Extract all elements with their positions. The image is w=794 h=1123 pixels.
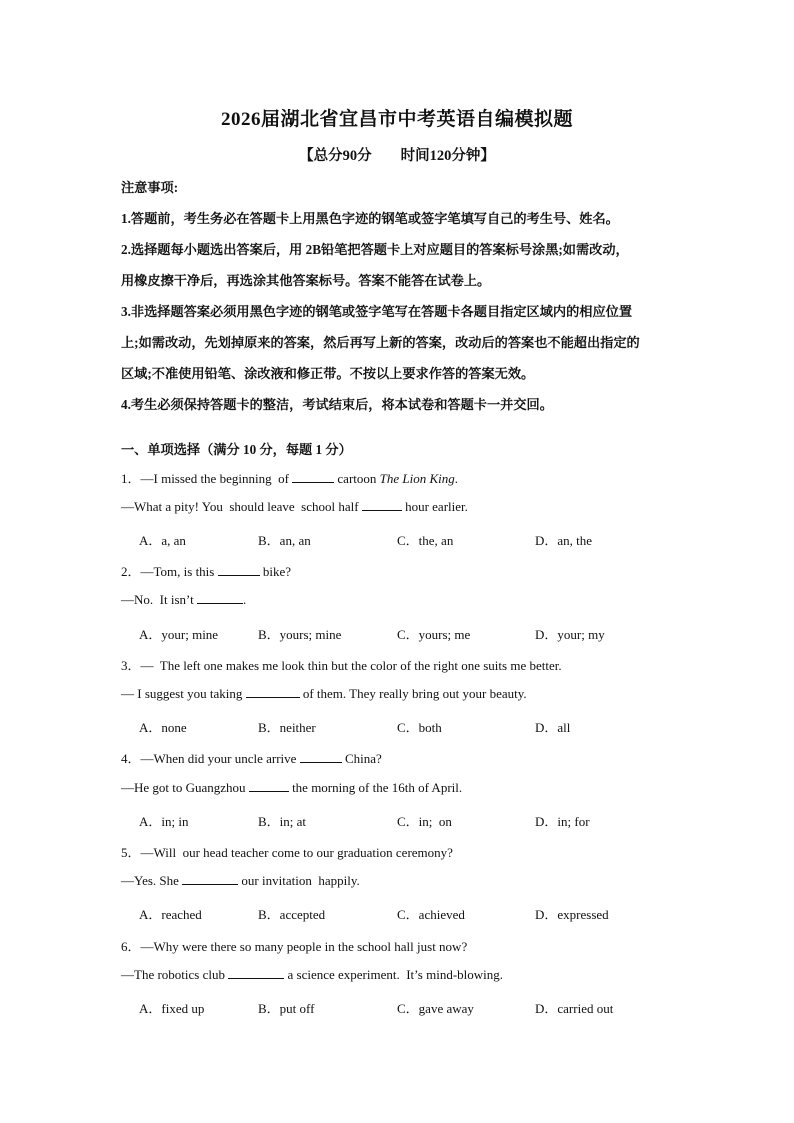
option-b: B．in; at bbox=[258, 814, 307, 829]
question-4-response: —He got to Guangzhou the morning of the 16th of April. bbox=[121, 780, 463, 795]
option-c: C．both bbox=[397, 720, 442, 735]
option-d: D．your; my bbox=[535, 627, 605, 642]
notice-item: 用橡皮擦干净后，再选涂其他答案标号。答案不能答在试卷上。 bbox=[121, 273, 491, 288]
page-title: 2026届湖北省宜昌市中考英语自编模拟题 bbox=[220, 109, 573, 130]
notice-item: 区域;不准使用铅笔、涂改液和修正带。不按以上要求作答的答案无效。 bbox=[121, 366, 535, 381]
answer-blank bbox=[197, 592, 243, 604]
exam-subtitle: 【总分90分 时间120分钟】 bbox=[299, 148, 495, 164]
section-heading: 一、单项选择（满分 10 分，每题 1 分） bbox=[121, 442, 352, 457]
notice-item: 上;如需改动，先划掉原来的答案，然后再写上新的答案，改动后的答案也不能超出指定的 bbox=[121, 335, 640, 350]
answer-blank bbox=[218, 564, 260, 576]
question-4: 4．—When did your uncle arrive China? bbox=[121, 751, 382, 766]
option-c: C．in; on bbox=[397, 814, 452, 829]
option-b: B．an, an bbox=[258, 533, 311, 548]
answer-blank bbox=[246, 686, 300, 698]
option-d: D．all bbox=[535, 720, 571, 735]
option-a: A．reached bbox=[139, 907, 202, 922]
question-5-response: —Yes. She our invitation happily. bbox=[121, 873, 360, 888]
answer-blank bbox=[292, 471, 334, 483]
option-d: D．in; for bbox=[535, 814, 590, 829]
option-b: B．yours; mine bbox=[258, 627, 342, 642]
question-3-response: — I suggest you taking of them. They really bring out your beauty. bbox=[121, 686, 527, 701]
question-1-response: —What a pity! You should leave school half hour earlier. bbox=[121, 499, 468, 514]
question-2-response: —No. It isn’t . bbox=[121, 592, 247, 607]
answer-blank bbox=[228, 967, 284, 979]
answer-blank bbox=[249, 780, 289, 792]
option-b: B．neither bbox=[258, 720, 316, 735]
question-6: 6．—Why were there so many people in the school hall just now? bbox=[121, 939, 468, 954]
notice-item: 2.选择题每小题选出答案后，用 2B铅笔把答题卡上对应题目的答案标号涂黑;如需改动， bbox=[121, 242, 629, 257]
question-1: 1．—I missed the beginning of cartoon The Lion King. bbox=[121, 471, 459, 486]
option-b: B．put off bbox=[258, 1001, 315, 1016]
question-5: 5．—Will our head teacher come to our graduation ceremony? bbox=[121, 845, 453, 860]
answer-blank bbox=[362, 499, 402, 511]
option-b: B．accepted bbox=[258, 907, 326, 922]
notice-block bbox=[121, 172, 681, 420]
option-c: C．achieved bbox=[397, 907, 465, 922]
notice-heading: 注意事项: bbox=[121, 180, 179, 195]
option-c: C．yours; me bbox=[397, 627, 471, 642]
option-a: A．fixed up bbox=[139, 1001, 205, 1016]
notice-item: 4.考生必须保持答题卡的整洁，考试结束后，将本试卷和答题卡一并交回。 bbox=[121, 397, 553, 412]
question-6-response: —The robotics club a science experiment. It’s mind-blowing. bbox=[121, 967, 504, 982]
question-2: 2．—Tom, is this bike? bbox=[121, 564, 292, 579]
answer-blank bbox=[182, 873, 238, 885]
option-c: C．gave away bbox=[397, 1001, 474, 1016]
notice-item: 1.答题前，考生务必在答题卡上用黑色字迹的钢笔或签字笔填写自己的考生号、姓名。 bbox=[121, 211, 619, 226]
option-a: A．none bbox=[139, 720, 187, 735]
question-3: 3．— The left one makes me look thin but the color of the right one suits me better. bbox=[121, 658, 562, 673]
option-c: C．the, an bbox=[397, 533, 454, 548]
option-a: A．in; in bbox=[139, 814, 189, 829]
answer-blank bbox=[300, 751, 342, 763]
option-d: D．carried out bbox=[535, 1001, 614, 1016]
notice-item: 3.非选择题答案必须用黑色字迹的钢笔或签字笔写在答题卡各题目指定区域内的相应位置 bbox=[121, 304, 633, 319]
option-d: D．an, the bbox=[535, 533, 593, 548]
option-a: A．your; mine bbox=[139, 627, 219, 642]
option-a: A．a, an bbox=[139, 533, 186, 548]
option-d: D．expressed bbox=[535, 907, 609, 922]
